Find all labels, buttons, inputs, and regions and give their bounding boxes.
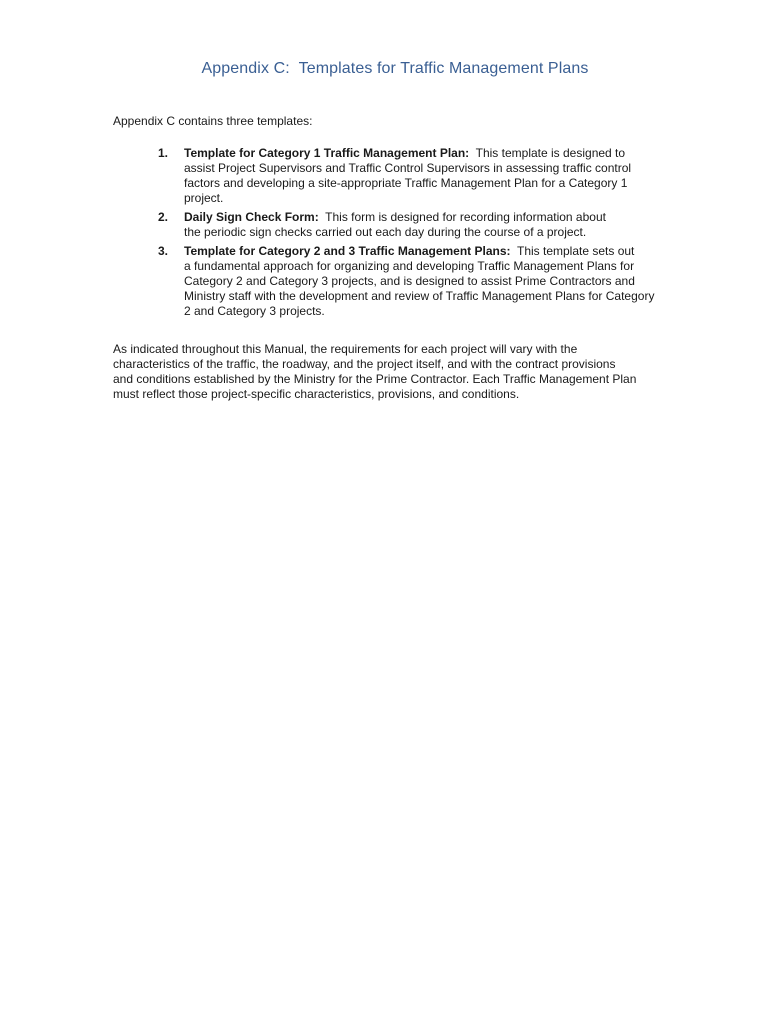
list-item-text: a fundamental approach for organizing and developing Traffic Management Plans for [184, 259, 635, 273]
closing-line: characteristics of the traffic, the roadway, and the project itself, and with the contract provisions [113, 357, 616, 371]
closing-line: must reflect those project-specific characteristics, provisions, and conditions. [113, 387, 520, 401]
list-item-text: This template is designed to [475, 146, 626, 160]
list-item-first-line [184, 210, 688, 225]
list-item-heading: Daily Sign Check Form: [184, 210, 319, 224]
page-title: Appendix C: Templates for Traffic Management Plans [201, 60, 589, 77]
list-item-number: 3. [158, 244, 169, 258]
list-item-text: Ministry staff with the development and review of Traffic Management Plans for Category [184, 289, 655, 303]
list-item-text: This form is designed for recording information about [325, 210, 606, 224]
template-list [158, 146, 688, 323]
list-item-text: the periodic sign checks carried out each day during the course of a project. [184, 225, 587, 239]
list-item-text: factors and developing a site-appropriate Traffic Management Plan for a Category 1 [184, 176, 628, 190]
list-item-number: 1. [158, 146, 169, 160]
closing-line: As indicated throughout this Manual, the requirements for each project will vary with the [113, 342, 578, 356]
list-item [158, 244, 688, 319]
list-item-text: project. [184, 191, 224, 205]
intro-paragraph: Appendix C contains three templates: [113, 114, 313, 128]
closing-line: and conditions established by the Ministry for the Prime Contractor. Each Traffic Management Plan [113, 372, 637, 386]
list-item-text: assist Project Supervisors and Traffic Control Supervisors in assessing traffic control [184, 161, 632, 175]
list-item [158, 146, 688, 206]
list-item [158, 210, 688, 240]
list-item-text: 2 and Category 3 projects. [184, 304, 325, 318]
list-item-first-line [184, 244, 688, 259]
list-item-heading: Template for Category 2 and 3 Traffic Management Plans: [184, 244, 511, 258]
list-item-first-line [184, 146, 688, 161]
list-item-heading: Template for Category 1 Traffic Management Plan: [184, 146, 470, 160]
list-item-text: Category 2 and Category 3 projects, and is designed to assist Prime Contractors and [184, 274, 635, 288]
closing-paragraph [113, 342, 636, 402]
list-item-number: 2. [158, 210, 169, 224]
list-item-text: This template sets out [516, 244, 635, 258]
